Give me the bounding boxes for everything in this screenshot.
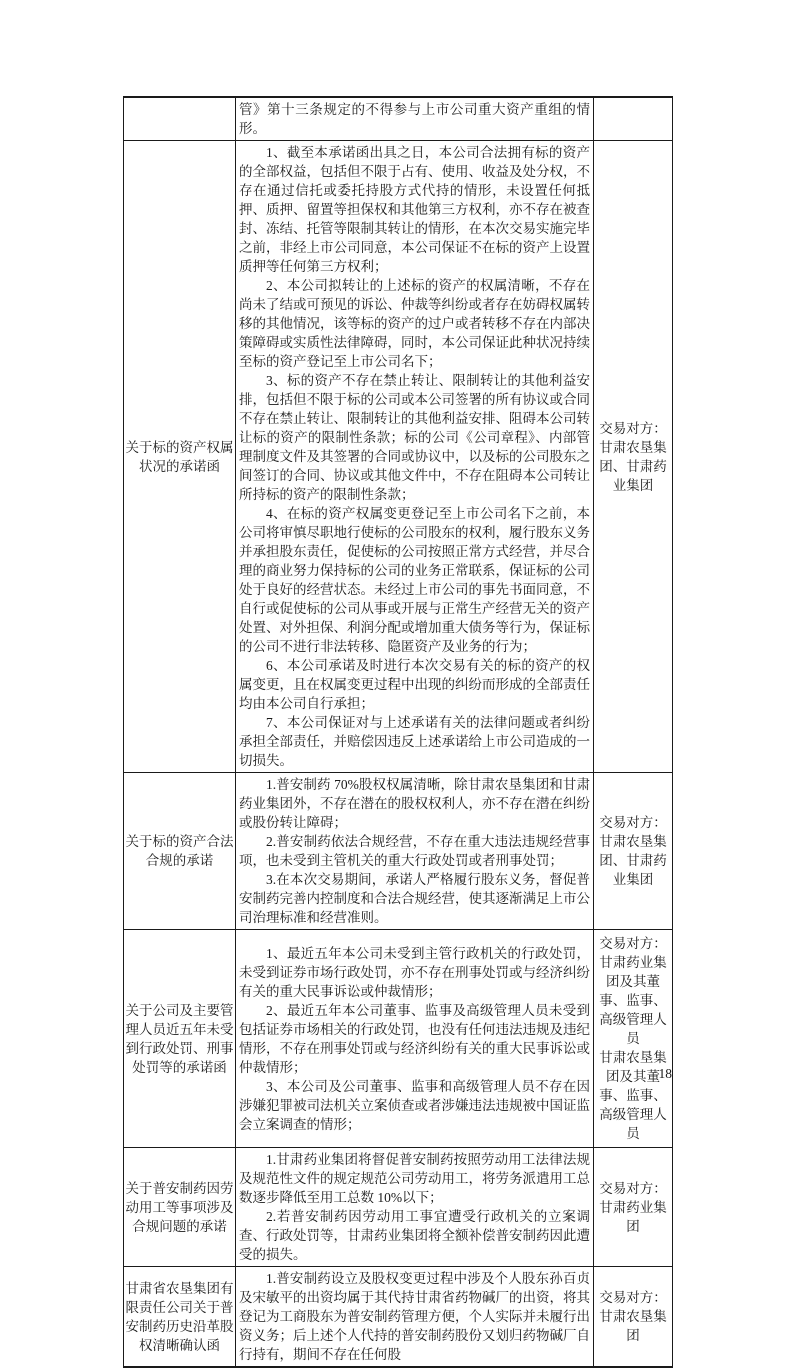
commitment-name-cell [124,930,236,1148]
table-row [124,141,673,773]
content-paragraph: 1.甘肃药业集团将督促普安制药按照劳动用工法律法规及规范性文件的规定规范公司劳动用工，将劳务派遣用工总数逐步降低至用工总数 10%以下； [239,1152,590,1205]
commitments-table-body [124,97,673,1367]
counterparty-text: 甘肃农垦集团及其董事、监事、高级管理人员 [599,1050,667,1141]
content-paragraph: 4、在标的资产权属变更登记至上市公司名下之前，本公司将审慎尽职地行使标的公司股东的权利，履行股东义务并承担股东责任，促使标的公司按照正常方式经营，并尽合理的商业努力保持标的公司的业务正常联系，保证标的公司处于良好的经营状态。未经过上市公司的事先书面同意，不自行或促使标的公司从事或开展与正常生产经营无关的资产处置、对外担保、利润分配或增加重大债务等行为，保证标的公司不进行非法转移、隐匿资产及业务的行为； [239,506,590,654]
counterparty-cell [594,97,673,141]
page-number: 18 [658,1066,672,1081]
content-paragraph: 1、截至本承诺函出具之日，本公司合法拥有标的资产的全部权益，包括但不限于占有、使用、收益及处分权，不存在通过信托或委托持股方式代持的情形，未设置任何抵押、质押、留置等担保权和其他第三方权利，亦不存在被查封、冻结、托管等限制其转让的情形，在本次交易实施完毕之前，非经上市公司同意，本公司保证不在标的资产上设置质押等任何第三方权利； [239,145,590,274]
content-paragraph: 2、本公司拟转让的上述标的资产的权属清晰，不存在尚未了结或可预见的诉讼、仲裁等纠纷或者存在妨碍权属转移的其他情况，该等标的资产的过户或者转移不存在内部决策障碍或实质性法律障碍，同时，本公司保证此种状况持续至标的资产登记至上市公司名下； [239,278,590,369]
commitment-name: 关于普安制药因劳动用工等事项涉及合规问题的承诺 [125,1180,234,1234]
commitment-name-cell [124,773,236,930]
content-paragraph: 2、最近五年本公司董事、监事及高级管理人员未受到包括证券市场相关的行政处罚，也没有任何违法违规及违纪情形，不存在刑事处罚或与经济纠纷有关的重大民事诉讼或仲裁情形； [239,1002,590,1075]
commitment-name: 关于标的资产权属状况的承诺函 [125,439,234,474]
content-paragraph: 1.普安制药设立及股权变更过程中涉及个人股东孙百贞及宋敏平的出资均属于其代持甘肃省药物碱厂的出资，将其登记为工商股东为普安制药管理方便，个人实际并未履行出资义务；后上述个人代持的普安制药股份又划归药物碱厂自行持有，期间不存在任何股 [239,1271,590,1362]
content-paragraph: 2.若普安制药因劳动用工事宜遭受行政机关的立案调查、行政处罚等，甘肃药业集团将全额补偿普安制药因此遭受的损失。 [239,1209,590,1262]
commitment-name: 关于公司及主要管理人员近五年未受到行政处罚、刑事处罚等的承诺函 [125,1002,234,1075]
table-row [124,773,673,930]
table-row [124,1267,673,1368]
content-paragraph: 3、标的资产不存在禁止转让、限制转让的其他利益安排，包括但不限于标的公司或本公司签署的所有协议或合同不存在禁止转让、限制转让的其他利益安排、阻碍本公司转让标的资产的限制性条款；标的公司《公司章程》、内部管理制度文件及其签署的合同或协议中，以及标的公司股东之间签订的合同、协议或其他文件中，不存在阻碍本公司转让所持标的资产的限制性条款； [239,373,590,502]
commitment-content-cell [236,97,594,141]
commitment-content-cell [236,1148,594,1267]
commitment-content-cell [236,930,594,1148]
commitment-name-cell [124,1148,236,1267]
table-row [124,930,673,1148]
commitment-content-cell [236,141,594,773]
counterparty-cell [594,1148,673,1267]
commitment-content-cell [236,1267,594,1368]
table-row [124,1148,673,1267]
commitment-name-cell [124,97,236,141]
content-paragraph: 6、本公司承诺及时进行本次交易有关的标的资产的权属变更，且在权属变更过程中出现的纠纷而形成的全部责任均由本公司自行承担； [239,658,590,711]
content-paragraph: 7、本公司保证对与上述承诺有关的法律问题或者纠纷承担全部责任，并赔偿因违反上述承诺给上市公司造成的一切损失。 [239,715,590,768]
commitment-name: 甘肃省农垦集团有限责任公司关于普安制药历史沿革股权清晰确认函 [125,1280,234,1353]
commitment-name-cell [124,141,236,773]
content-paragraph: 2.普安制药依法合规经营，不存在重大违法违规经营事项，也未受到主管机关的重大行政处罚或者刑事处罚； [239,834,590,868]
table-row [124,97,673,141]
commitment-name: 关于标的资产合法合规的承诺 [125,834,234,868]
counterparty-text: 交易对方：甘肃药业集团 [599,1180,667,1234]
commitment-content-cell [236,773,594,930]
commitments-table [123,96,673,1368]
counterparty-text: 交易对方：甘肃药业集团及其董事、监事、高级管理人员 [599,936,667,1046]
content-paragraph: 3、本公司及公司董事、监事和高级管理人员不存在因涉嫌犯罪被司法机关立案侦查或者涉嫌违法违规被中国证监会立案调查的情形； [239,1078,590,1132]
counterparty-cell [594,141,673,773]
content-paragraph: 1.普安制药 70%股权权属清晰，除甘肃农垦集团和甘肃药业集团外，不存在潜在的股权权利人，亦不存在潜在纠纷或股份转让障碍； [239,777,590,830]
counterparty-cell [594,1267,673,1368]
counterparty-text: 交易对方：甘肃农垦集团、甘肃药业集团 [599,420,667,493]
counterparty-cell [594,773,673,930]
counterparty-text: 交易对方：甘肃农垦集团 [599,1290,667,1343]
content-paragraph: 管》第十三条规定的不得参与上市公司重大资产重组的情形。 [239,102,590,136]
commitment-name-cell [124,1267,236,1368]
content-paragraph: 1、最近五年本公司未受到主管行政机关的行政处罚，未受到证券市场行政处罚，亦不存在刑事处罚或与经济纠纷有关的重大民事诉讼或仲裁情形； [239,945,590,999]
content-paragraph: 3.在本次交易期间，承诺人严格履行股东义务，督促普安制药完善内控制度和合法合规经营，使其逐渐满足上市公司治理标准和经营准则。 [239,872,590,925]
counterparty-cell [594,930,673,1148]
counterparty-text: 交易对方：甘肃农垦集团、甘肃药业集团 [599,815,667,887]
